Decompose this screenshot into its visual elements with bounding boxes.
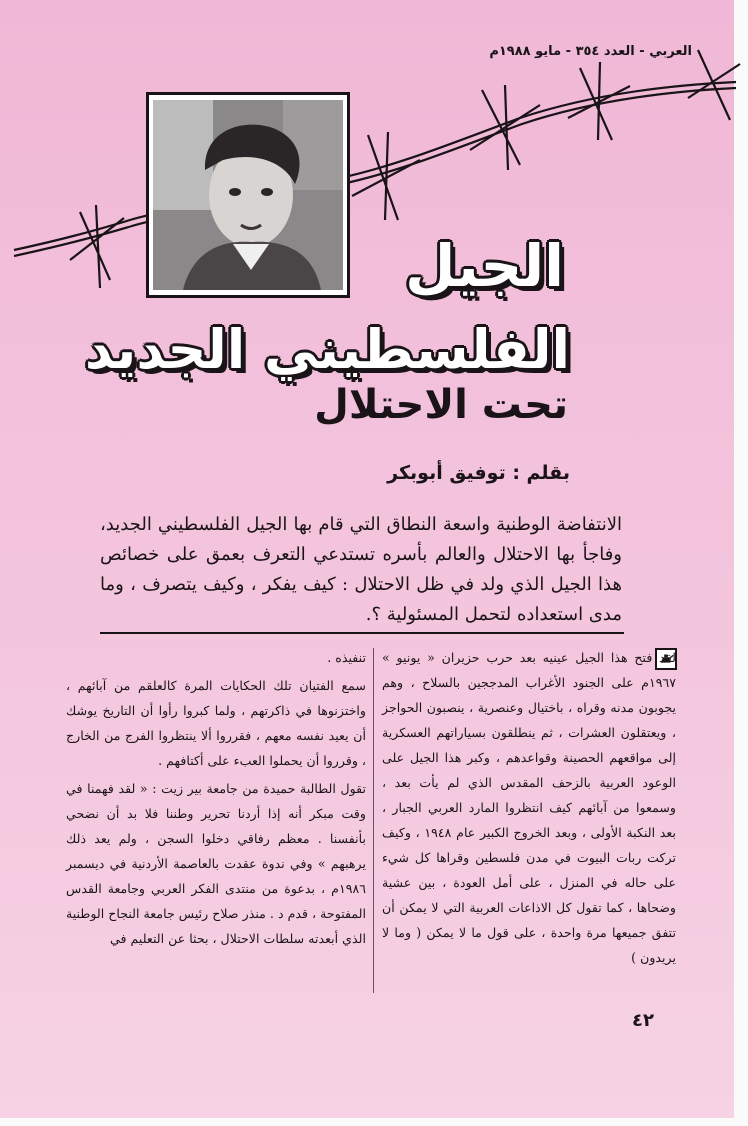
column-left — [66, 645, 366, 954]
boy-photo — [146, 92, 350, 298]
column-right — [382, 645, 676, 973]
photo-image — [153, 99, 343, 291]
page-number: ٤٢ — [632, 1010, 654, 1031]
column-right-paragraph: لقد فتح هذا الجيل عينيه بعد حرب حزيران « يونيو » ١٩٦٧م على الجنود الأغراب المدججين بالسلاح ، وهم يجوبون مدنه وقراه ، باختيال وعنصرية ، ينصبون الحواجز ، ويعتقلون العشرات ، ثم ينطلقون بسياراتهم العسكرية إلى مواقعهم الحصينة وقواعدهم ، وكبر هذا الجيل على الوعود العربية بالزحف المقدس الذي لم يأت بعد ، وسمعوا من آبائهم كيف انتظروا المارد العربي الجبار ، بعد النكبة الأولى ، وبعد الخروج الكبير عام ١٩٤٨ ، وكيف تركت ربات البيوت في مدن فلسطين وقراها كل شيء على حاله في المنزل ، على أمل العودة ، بين عشية وضحاها ، كما تقول كل الاذاعات العربية التي لا يمكن أن تتفق جميعها مرة واحدة ، على قول ما لا يمكن ( وما لا يريدون ) — [382, 650, 676, 965]
column-left-paragraph-1: تنفيذه . — [327, 650, 366, 665]
column-left-paragraph-2: سمع الفتيان تلك الحكايات المرة كالعلقم من آبائهم ، واختزنوها في ذاكرتهم ، ولما كبروا رأوا أن التاريخ يوشك أن يعيد نفسه معهم ، فقرروا ألا ينتظروا الفرج من الخارج ، وقرروا أن يحملوا العبء على أكتافهم . — [66, 678, 366, 768]
intro-divider — [100, 632, 624, 634]
title-line-1: الجيل — [405, 232, 564, 300]
barbed-wire-icon — [0, 0, 748, 330]
author-byline: بقلم : توفيق أبوبكر — [387, 462, 570, 484]
issue-header: العربي - العدد ٣٥٤ - مايو ١٩٨٨م — [489, 44, 692, 59]
column-left-paragraph-3: تقول الطالبة حميدة من جامعة بير زيت : « لقد فهمنا في وقت مبكر أنه إذا أردنا تحرير وطننا فلا بد أن نضحي بأنفسنا . معظم رفاقي دخلوا السجن ، ولم يعد ذلك يرهبهم » وفي ندوة عقدت بالعاصمة الأردنية في ديسمبر ١٩٨٦م ، بدعوة من منتدى الفكر العربي وجامعة القدس المفتوحة ، قدم د . منذر صلاح رئيس جامعة النجاح الوطنية الذي أبعدته سلطات الاحتلال ، بحثا عن التعليم في — [66, 781, 366, 946]
intro-paragraph: الانتفاضة الوطنية واسعة النطاق التي قام بها الجيل الفلسطيني الجديد، وفاجأ بها الاحتلال والعالم بأسره تستدعي التعرف بعمق على خصائص هذا الجيل الذي ولد في ظل الاحتلال : كيف يفكر ، وكيف يتصرف ، وما مدى استعداده لتحمل المسئولية ؟. — [100, 514, 622, 625]
title-line-2: الفلسطيني الجديد — [84, 318, 570, 381]
column-divider — [373, 648, 374, 993]
page-edge-bottom — [0, 1118, 748, 1126]
title-line-3: تحت الاحتلال — [314, 382, 568, 428]
